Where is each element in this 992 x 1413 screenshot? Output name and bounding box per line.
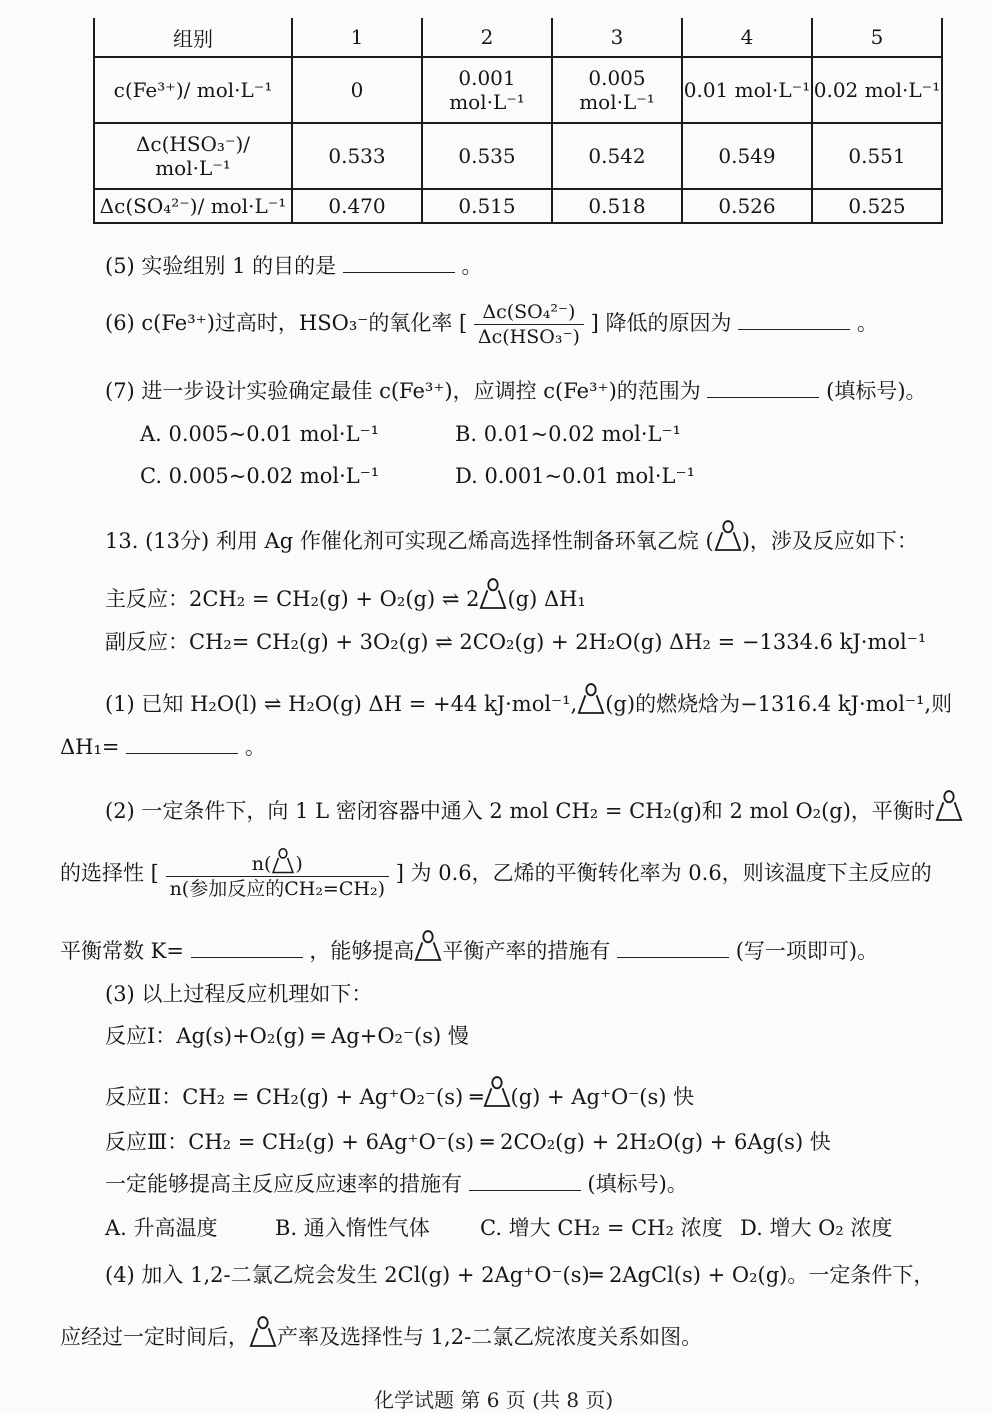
q6-post: ] 降低的原因为 bbox=[590, 311, 732, 335]
table-cell: 0.525 bbox=[812, 189, 942, 223]
ethylene-oxide-icon bbox=[483, 1076, 511, 1108]
table-cell: 0.470 bbox=[292, 189, 422, 223]
q7-pre: (7) 进一步设计实验确定最佳 c(Fe³⁺)，应调控 c(Fe³⁺)的范围为 bbox=[105, 379, 701, 403]
ethylene-oxide-icon bbox=[935, 790, 963, 822]
rate-option-d: D. 增大 O₂ 浓度 bbox=[740, 1216, 893, 1240]
fraction-denominator: Δc(HSO₃⁻) bbox=[477, 326, 580, 348]
table-cell: 0.526 bbox=[682, 189, 812, 223]
ethylene-oxide-icon bbox=[249, 1316, 277, 1348]
reaction-1: 反应Ⅰ：Ag(s)+O₂(g) ═ Ag+O₂⁻(s) 慢 bbox=[105, 1024, 469, 1048]
question-13-intro bbox=[105, 520, 918, 555]
reaction-3: 反应Ⅲ：CH₂ = CH₂(g) + 6Ag⁺O⁻(s) ═ 2CO₂(g) + 2H₂O(g) + 6Ag(s) 快 bbox=[105, 1130, 831, 1154]
fraction-denominator: n(参加反应的CH₂=CH₂) bbox=[169, 878, 385, 900]
table-cell: 0.549 bbox=[682, 123, 812, 189]
q6-end: 。 bbox=[856, 311, 878, 335]
table-cell: Δc(SO₄²⁻)/ mol·L⁻¹ bbox=[94, 189, 292, 223]
rate-option-c: C. 增大 CH₂ = CH₂ 浓度 bbox=[480, 1216, 723, 1240]
q6-pre: (6) c(Fe³⁺)过高时，HSO₃⁻的氧化率 [ bbox=[105, 311, 468, 335]
table-cell: 0.542 bbox=[552, 123, 682, 189]
table-cell: 0.551 bbox=[812, 123, 942, 189]
data-table bbox=[93, 18, 943, 224]
p2-num-b: ) bbox=[295, 853, 303, 875]
table-cell: 1 bbox=[292, 18, 422, 57]
question-13-4: (4) 加入 1,2-二氯乙烷会发生 2Cl(g) + 2Ag⁺O⁻(s)═ 2AgCl(s) + O₂(g)。一定条件下， bbox=[105, 1263, 935, 1287]
selectivity-line bbox=[60, 848, 932, 901]
table-row bbox=[94, 123, 942, 189]
reaction-2-b: (g) + Ag⁺O⁻(s) 快 bbox=[510, 1085, 695, 1109]
table-cell: 5 bbox=[812, 18, 942, 57]
p2-e: ，能够提高 bbox=[309, 939, 415, 963]
question-7 bbox=[105, 377, 927, 405]
answer-blank[interactable] bbox=[343, 252, 455, 273]
fraction-numerator: Δc(SO₄²⁻) bbox=[474, 300, 584, 325]
p2-d: 平衡常数 K= bbox=[60, 939, 184, 963]
question-13-1 bbox=[105, 683, 952, 718]
p3-q: 一定能够提高主反应反应速率的措施有 bbox=[105, 1172, 462, 1196]
table-cell: 0.518 bbox=[552, 189, 682, 223]
table-cell: 0.001 mol·L⁻¹ bbox=[422, 57, 552, 123]
p1-b: (g)的燃烧焓为−1316.4 kJ·mol⁻¹,则 bbox=[605, 692, 953, 716]
option-a: A. 0.005~0.01 mol·L⁻¹ bbox=[140, 422, 380, 446]
table-cell: 组别 bbox=[94, 18, 292, 57]
p2-c: ] 为 0.6，乙烯的平衡转化率为 0.6，则该温度下主反应的 bbox=[395, 861, 932, 885]
p1-c: ΔH₁= bbox=[60, 735, 120, 759]
question-6 bbox=[105, 300, 878, 349]
table-cell: 2 bbox=[422, 18, 552, 57]
table-row bbox=[94, 18, 942, 57]
q7-post: (填标号)。 bbox=[826, 379, 927, 403]
ethylene-oxide-icon bbox=[414, 930, 442, 962]
reaction-2 bbox=[105, 1076, 694, 1111]
answer-blank[interactable] bbox=[738, 309, 850, 330]
table-row bbox=[94, 57, 942, 123]
answer-blank[interactable] bbox=[617, 937, 729, 958]
p2-num-a: n( bbox=[251, 853, 272, 875]
option-d: D. 0.001~0.01 mol·L⁻¹ bbox=[455, 464, 695, 488]
ethylene-oxide-icon bbox=[271, 848, 295, 874]
q5-end: 。 bbox=[461, 254, 483, 278]
table-cell: 0 bbox=[292, 57, 422, 123]
table-cell: c(Fe³⁺)/ mol·L⁻¹ bbox=[94, 57, 292, 123]
answer-blank[interactable] bbox=[191, 937, 303, 958]
p2-a: (2) 一定条件下，向 1 L 密闭容器中通入 2 mol CH₂ = CH₂(g)和 2 mol O₂(g)，平衡时 bbox=[105, 799, 935, 823]
table-cell: 0.01 mol·L⁻¹ bbox=[682, 57, 812, 123]
rate-option-b: B. 通入惰性气体 bbox=[275, 1216, 430, 1240]
p3-q-end: (填标号)。 bbox=[587, 1172, 688, 1196]
p1-end: 。 bbox=[244, 735, 266, 759]
table-cell: 4 bbox=[682, 18, 812, 57]
p2-b: 的选择性 [ bbox=[60, 861, 159, 885]
table-row bbox=[94, 189, 942, 223]
rate-question bbox=[105, 1170, 688, 1198]
equilibrium-constant-line bbox=[60, 930, 878, 965]
answer-blank[interactable] bbox=[469, 1170, 581, 1191]
table-cell: 0.515 bbox=[422, 189, 552, 223]
q13-intro-a: 13. (13分) 利用 Ag 作催化剂可实现乙烯高选择性制备环氧乙烷 ( bbox=[105, 529, 714, 553]
option-b: B. 0.01~0.02 mol·L⁻¹ bbox=[455, 422, 681, 446]
selectivity-fraction bbox=[166, 848, 389, 901]
q13-intro-b: )，涉及反应如下： bbox=[741, 529, 918, 553]
p1-a: (1) 已知 H₂O(l) ⇌ H₂O(g) ΔH = +44 kJ·mol⁻¹, bbox=[105, 692, 578, 716]
table-cell: 3 bbox=[552, 18, 682, 57]
fraction-numerator bbox=[166, 848, 389, 877]
question-5 bbox=[105, 252, 483, 280]
reaction-2-a: 反应Ⅱ：CH₂ = CH₂(g) + Ag⁺O₂⁻(s) ═ bbox=[105, 1085, 483, 1109]
main-reaction bbox=[105, 578, 586, 613]
table-cell: 0.533 bbox=[292, 123, 422, 189]
option-c: C. 0.005~0.02 mol·L⁻¹ bbox=[140, 464, 380, 488]
rate-option-a: A. 升高温度 bbox=[105, 1216, 218, 1240]
question-13-1-answer bbox=[60, 733, 266, 761]
main-reaction-a: 主反应：2CH₂ = CH₂(g) + O₂(g) ⇌ 2 bbox=[105, 587, 480, 611]
ethylene-oxide-icon bbox=[479, 578, 507, 610]
table-cell: 0.535 bbox=[422, 123, 552, 189]
q5-text: (5) 实验组别 1 的目的是 bbox=[105, 254, 337, 278]
table-cell: Δc(HSO₃⁻)/ mol·L⁻¹ bbox=[94, 123, 292, 189]
question-13-3: (3) 以上过程反应机理如下： bbox=[105, 982, 373, 1006]
p4-c: 产率及选择性与 1,2-二氯乙烷浓度关系如图。 bbox=[277, 1325, 703, 1349]
main-reaction-b: (g) ΔH₁ bbox=[507, 587, 586, 611]
page-footer: 化学试题 第 6 页 (共 8 页) bbox=[374, 1388, 614, 1412]
p4-b: 应经过一定时间后， bbox=[60, 1325, 249, 1349]
oxidation-rate-fraction bbox=[474, 300, 584, 349]
table-cell: 0.005 mol·L⁻¹ bbox=[552, 57, 682, 123]
table-cell: 0.02 mol·L⁻¹ bbox=[812, 57, 942, 123]
ethylene-oxide-icon bbox=[577, 683, 605, 715]
ethylene-oxide-icon bbox=[714, 520, 742, 552]
answer-blank[interactable] bbox=[126, 733, 238, 754]
p2-g: (写一项即可)。 bbox=[735, 939, 879, 963]
question-13-4-cont bbox=[60, 1316, 702, 1351]
side-reaction: 副反应：CH₂= CH₂(g) + 3O₂(g) ⇌ 2CO₂(g) + 2H₂O(g) ΔH₂ = −1334.6 kJ·mol⁻¹ bbox=[105, 630, 927, 654]
p2-f: 平衡产率的措施有 bbox=[442, 939, 611, 963]
answer-blank[interactable] bbox=[707, 377, 819, 398]
question-13-2 bbox=[105, 790, 963, 825]
